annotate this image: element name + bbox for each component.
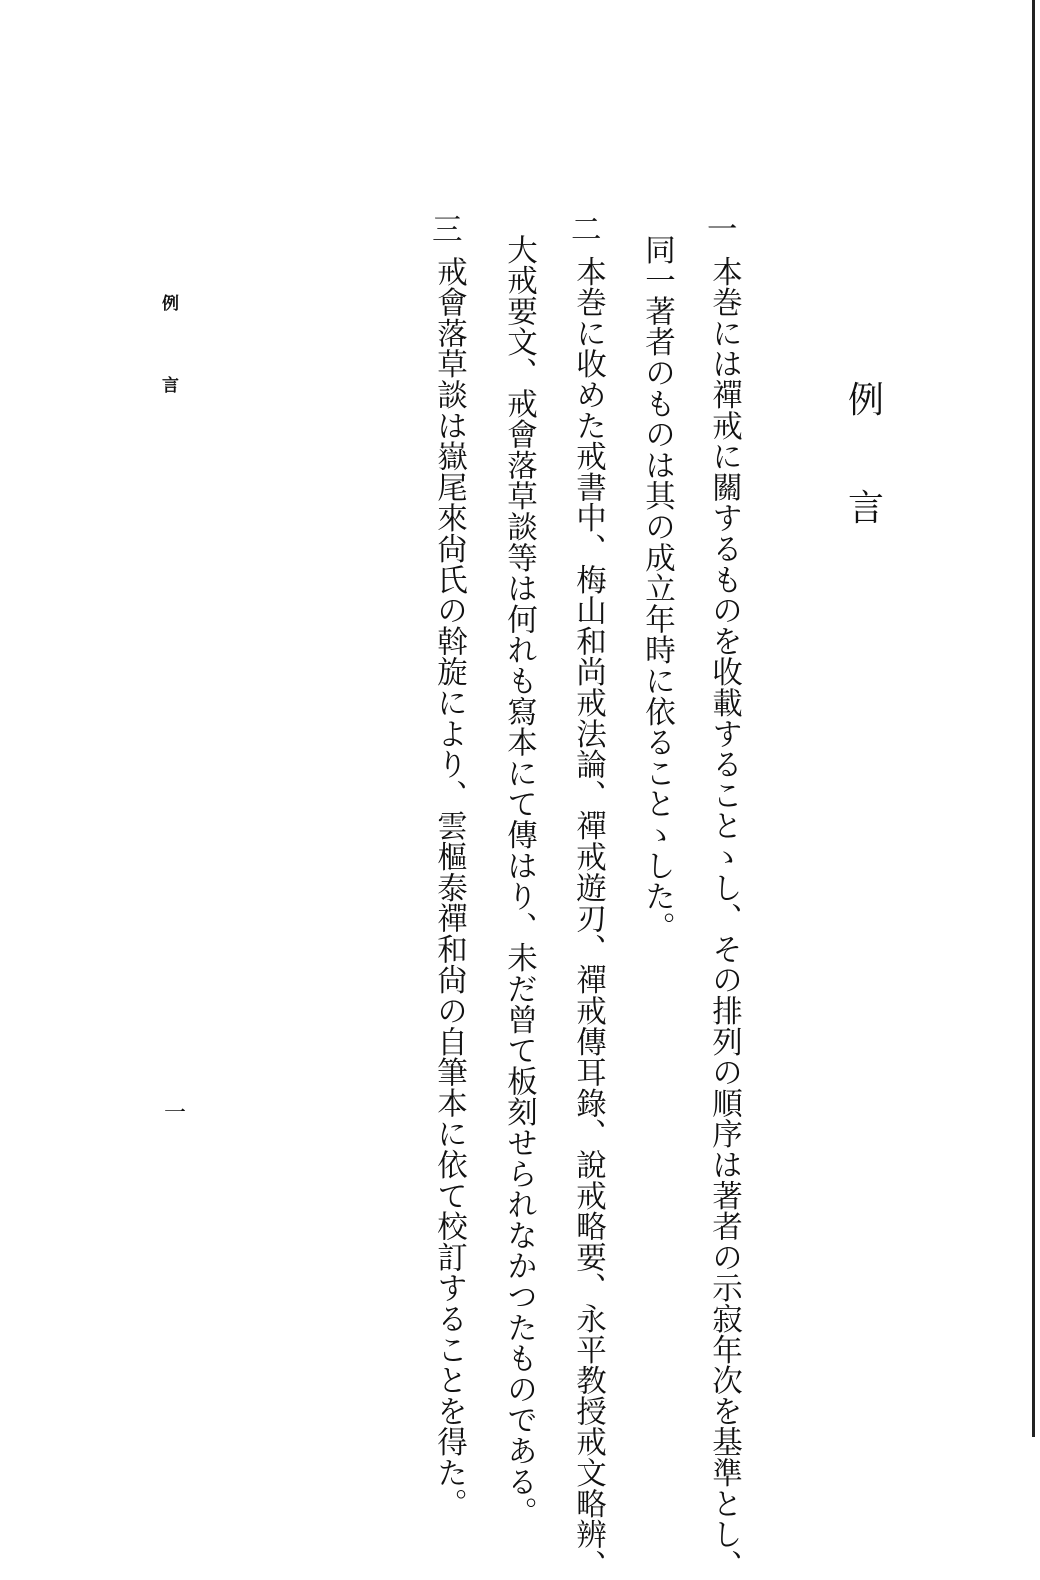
item-1-line-2: 同一著者のものは其の成立年時に依ることゝした。: [639, 234, 675, 943]
item-1-line-1: 本巻には禪戒に關するものを收載することゝし、その排列の順序は著者の示寂年次を基準とし、: [706, 256, 742, 1580]
item-marker-2: 二: [571, 213, 602, 248]
page-title-char-2: 言: [848, 488, 885, 529]
item-marker-3: 三: [432, 213, 463, 248]
running-head-char-2: 言: [162, 376, 179, 396]
page-title-char-1: 例: [848, 380, 885, 421]
item-marker-1: 一: [707, 213, 738, 248]
page-edge-rule: [1032, 0, 1035, 1437]
item-2-line-2: 大戒要文、戒會落草談等は何れも寫本にて傳はり、未だ曾て板刻せられなかつたものである。: [501, 234, 537, 1528]
item-3-line-1: 戒會落草談は嶽尾來尙氏の斡旋により、雲樞泰禪和尙の自筆本に依て校訂することを得た。: [431, 256, 467, 1519]
page-number: 一: [164, 1101, 187, 1126]
item-2-line-1: 本巻に收めた戒書中、梅山和尚戒法論、禪戒遊刃、禪戒傳耳錄、說戒略要、永平教授戒文略辨、: [570, 256, 606, 1580]
running-head-char-1: 例: [162, 294, 179, 314]
